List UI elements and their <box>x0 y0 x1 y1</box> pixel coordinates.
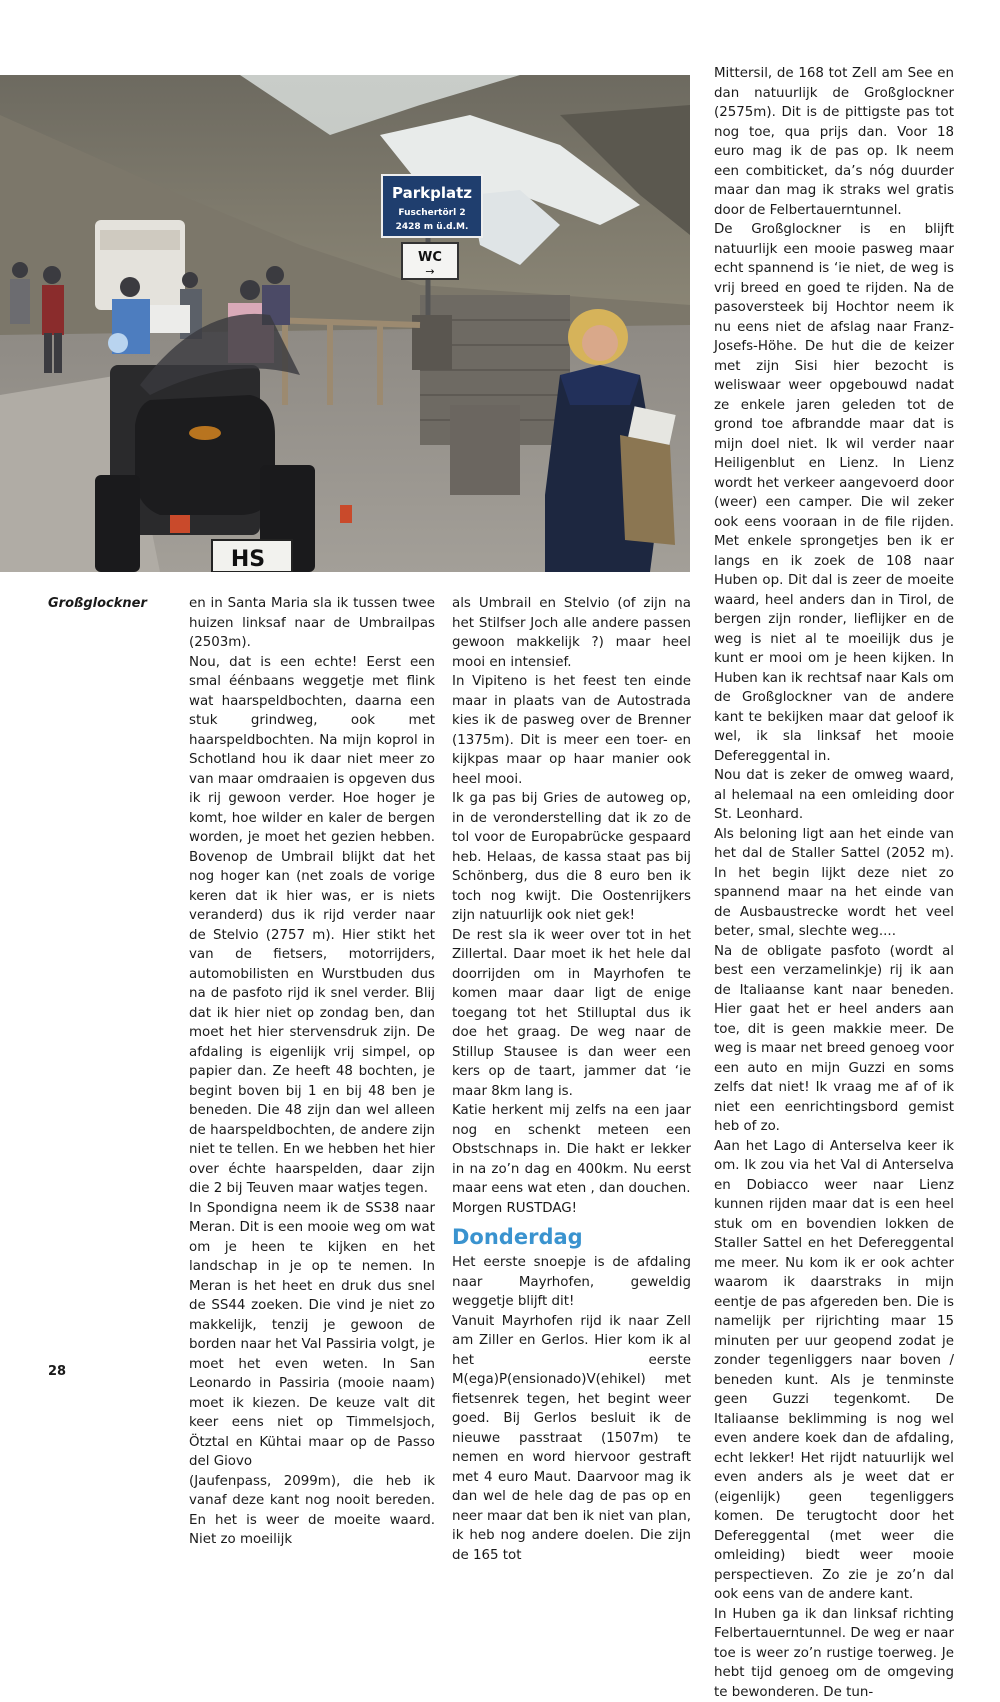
parkplatz-sign-altitude: 2428 m ü.d.M. <box>396 222 469 232</box>
page-number: 28 <box>48 1364 66 1379</box>
paragraph: Katie herkent mij zelfs na een jaar nog en schenkt meteen een Obstschnaps in. Die hakt er lekker in na zo’n dag en 400km. Nu eerst maar eens wat eten , dan douchen. <box>452 1101 691 1199</box>
mountain-pass-photo <box>0 75 690 572</box>
paragraph: De Großglockner is en blijft natuurlijk een mooie pasweg maar echt spannend is ‘ie niet, de weg is vrij breed en goed te rijden. Na de pasoversteek bij Hochtor neem ik nu eens niet de afslag naar Franz-Josefs-Höhe. De hut die de keizer met zijn Sisi hier bezocht is weliswaar weer opgebouwd nadat ze enkele jaren geleden tot de grond toe afbrandde maar dat is mijn doel niet. Ik wil verder naar Heiligenblut en Lienz. In Lienz wordt het verkeer aangevoerd door (weer) een camper. Die wil zeker ook eens vooraan in de file rijden. Met enkele sprongetjes ben ik er langs en ik zoek de 108 naar Huben op. Dit dal is zeer de moeite waard, heel anders dan in Tirol, de bergen zijn ronder, lieflijker en de weg is niet al te moeilijk dus je kunt er mooi om je heen kijken. In Huben kan ik rechtsaf naar Kals om de Großglockner van de andere kant te bekijken maar dat geloof ik wel, ik sla linksaf het mooie Defereggental in. <box>714 220 954 766</box>
section-heading: Donderdag <box>452 1224 691 1250</box>
paragraph: Nou, dat is een echte! Eerst een smal éénbaans weggetje met flink wat haarspeldbochten, daarna een stuk grindweg, ook met haarspeldbochten. Na mijn koprol in Schotland hou ik daar niet meer zo van maar omdraaien is opgeven dus ik rij gewoon verder. Hoe hoger je komt, hoe wilder en kaler de bergen worden, je moet het gezien hebben. Bovenop de Umbrail blijkt dat het nog hoger kan (net zoals de vorige keren dat ik hier was, er is niets veranderd) dus ik rijd verder naar de Stelvio (2757 m). Hier stikt het van de fietsers, motorrijders, automobilisten en Wurstbuden dus na de pasfoto rijd ik snel verder. Blij dat ik hier niet op zondag ben, dan moet het hier stervensdruk zijn. De afdaling is eigenlijk vrij simpel, op papier dan. Ze heeft 48 bochten, je begint boven bij 1 en bij 48 ben je beneden. Die 48 zijn dan wel alleen de haarspeldbochten, de andere zijn niet te tellen. En we hebben het hier over échte haarspelden, daar zijn die 2 bij Teuven maar watjes tegen. <box>189 653 435 1199</box>
paragraph: De rest sla ik weer over tot in het Zillertal. Daar moet ik het hele dal doorrijden om in Mayrhofen te komen maar daar ligt de enige toegang tot het Stilluptal dus ik doe het graag. De weg naar de Stillup Stausee is dan weer een kers op de taart, jammer dat ‘ie maar 8km lang is. <box>452 926 691 1102</box>
paragraph: Aan het Lago di Anterselva keer ik om. Ik zou via het Val di Anterselva en Dobiacco weer naar Lienz kunnen rijden maar dat is een heel stuk om en bovendien lokken de Staller Sattel en het Defereggental me meer. Nu kom ik er ook achter waarom ik daarstraks in mijn eentje de pas afgereden ben. Die is namelijk per rijrichting maar 15 minuten per uur geopend zodat je zonder tegenliggers naar boven / beneden kunt. Als je tenminste geen Guzzi tegenkomt. De Italiaanse beklimming is nog wel even andere koek dan de afdaling, echt lekker! Het rijdt natuurlijk wel even anders als je weet dat er (eigenlijk) geen tegenliggers komen. De terugtocht door het Defereggental (met weer die omleiding) biedt weer mooie perspectieven. Zo zie je zo’n dal ook eens van de andere kant. <box>714 1137 954 1605</box>
paragraph: Morgen RUSTDAG! <box>452 1199 691 1219</box>
paragraph: Vanuit Mayrhofen rijd ik naar Zell am Ziller en Gerlos. Hier kom ik al het eerste M(ega)P(ensionado)V(ehikel) met fietsenrek tegen, het begint weer goed. Bij Gerlos besluit ik de nieuwe passtraat (1507m) te nemen en word hiervoor gestraft met 4 euro Maut. Daarvoor mag ik dan wel de hele dag de pas op en neer maar dat ben ik niet van plan, ik heb nog andere doelen. Die zijn de 165 tot <box>452 1312 691 1566</box>
text-column-3 <box>714 64 954 1702</box>
parkplatz-sign-name: Fuschertörl 2 <box>398 208 465 218</box>
paragraph: als Umbrail en Stelvio (of zijn na het Stilfser Joch alle andere passen gewoon makkelijk ?) maar heel mooi en intensief. <box>452 594 691 672</box>
text-column-2 <box>452 594 691 1565</box>
paragraph: Mittersil, de 168 tot Zell am See en dan natuurlijk de Großglockner (2575m). Dit is de pittigste pas tot nog toe, qua prijs dan. Voor 18 euro mag ik de pas op. Ik neem een combiticket, da’s nóg duurder maar dan mag ik straks wel gratis door de Felbertauerntunnel. <box>714 64 954 220</box>
paragraph: (Jaufenpass, 2099m), die heb ik vanaf deze kant nog nooit bereden. En het is weer de moeite waard. Niet zo moeilijk <box>189 1472 435 1550</box>
wc-sign: WC <box>418 250 442 265</box>
paragraph: Na de obligate pasfoto (wordt al best een verzamelinkje) rij ik aan de Italiaanse kant naar beneden. Hier gaat het er heel anders aan toe, dit is geen makkie meer. De weg is maar net breed genoeg voor een auto en mijn Guzzi en soms zelfs dat niet! Ik vraag me af of ik niet een eenrichtingsbord gemist heb of zo. <box>714 942 954 1137</box>
paragraph: In Vipiteno is het feest ten einde maar in plaats van de Autostrada kies ik de pasweg over de Brenner (1375m). Dit is meer een toer- en kijkpas maar op haar manier ook heel mooi. <box>452 672 691 789</box>
license-plate: HS <box>231 547 265 572</box>
svg-text:→: → <box>425 265 434 278</box>
paragraph: Ik ga pas bij Gries de autoweg op, in de veronderstelling dat ik zo de tol voor de Europabrücke gespaard heb. Helaas, de kassa staat pas bij Schönberg, dus die 8 euro ben ik toch nog kwijt. Die Oostenrijkers zijn natuurlijk ook niet gek! <box>452 789 691 926</box>
paragraph: Nou dat is zeker de omweg waard, al helemaal na een omleiding door St. Leonhard. <box>714 766 954 825</box>
parkplatz-sign-title: Parkplatz <box>392 184 472 202</box>
paragraph: Het eerste snoepje is de afdaling naar Mayrhofen, geweldig weggetje blijft dit! <box>452 1253 691 1312</box>
paragraph: en in Santa Maria sla ik tussen twee huizen linksaf naar de Umbrailpas (2503m). <box>189 594 435 653</box>
paragraph: Als beloning ligt aan het einde van het dal de Staller Sattel (2052 m). In het begin lijkt deze niet zo spannend maar na het einde van de Ausbaustrecke wordt het veel beter, smal, slechte weg.... <box>714 825 954 942</box>
paragraph: In Huben ga ik dan linksaf richting Felbertauerntunnel. De weg er naar toe is weer zo’n rustige toerweg. Je hebt tijd genoeg om de omgeving te bewonderen. De tun- <box>714 1605 954 1702</box>
photo-caption: Großglockner <box>48 596 147 611</box>
text-column-1 <box>189 594 435 1550</box>
paragraph: In Spondigna neem ik de SS38 naar Meran. Dit is een mooie weg om wat om je heen te kijken en het landschap in je op te nemen. In Meran is het heet en druk dus snel de SS44 zoeken. Die vind je niet zo makkelijk, tenzij je gewoon de borden naar het Val Passiria volgt, je moet het even weten. In San Leonardo in Passiria (mooie naam) moet ik kiezen. De keuze valt dit keer eens niet op Timmelsjoch, Ötztal en Kühtai maar op de Passo del Giovo <box>189 1199 435 1472</box>
